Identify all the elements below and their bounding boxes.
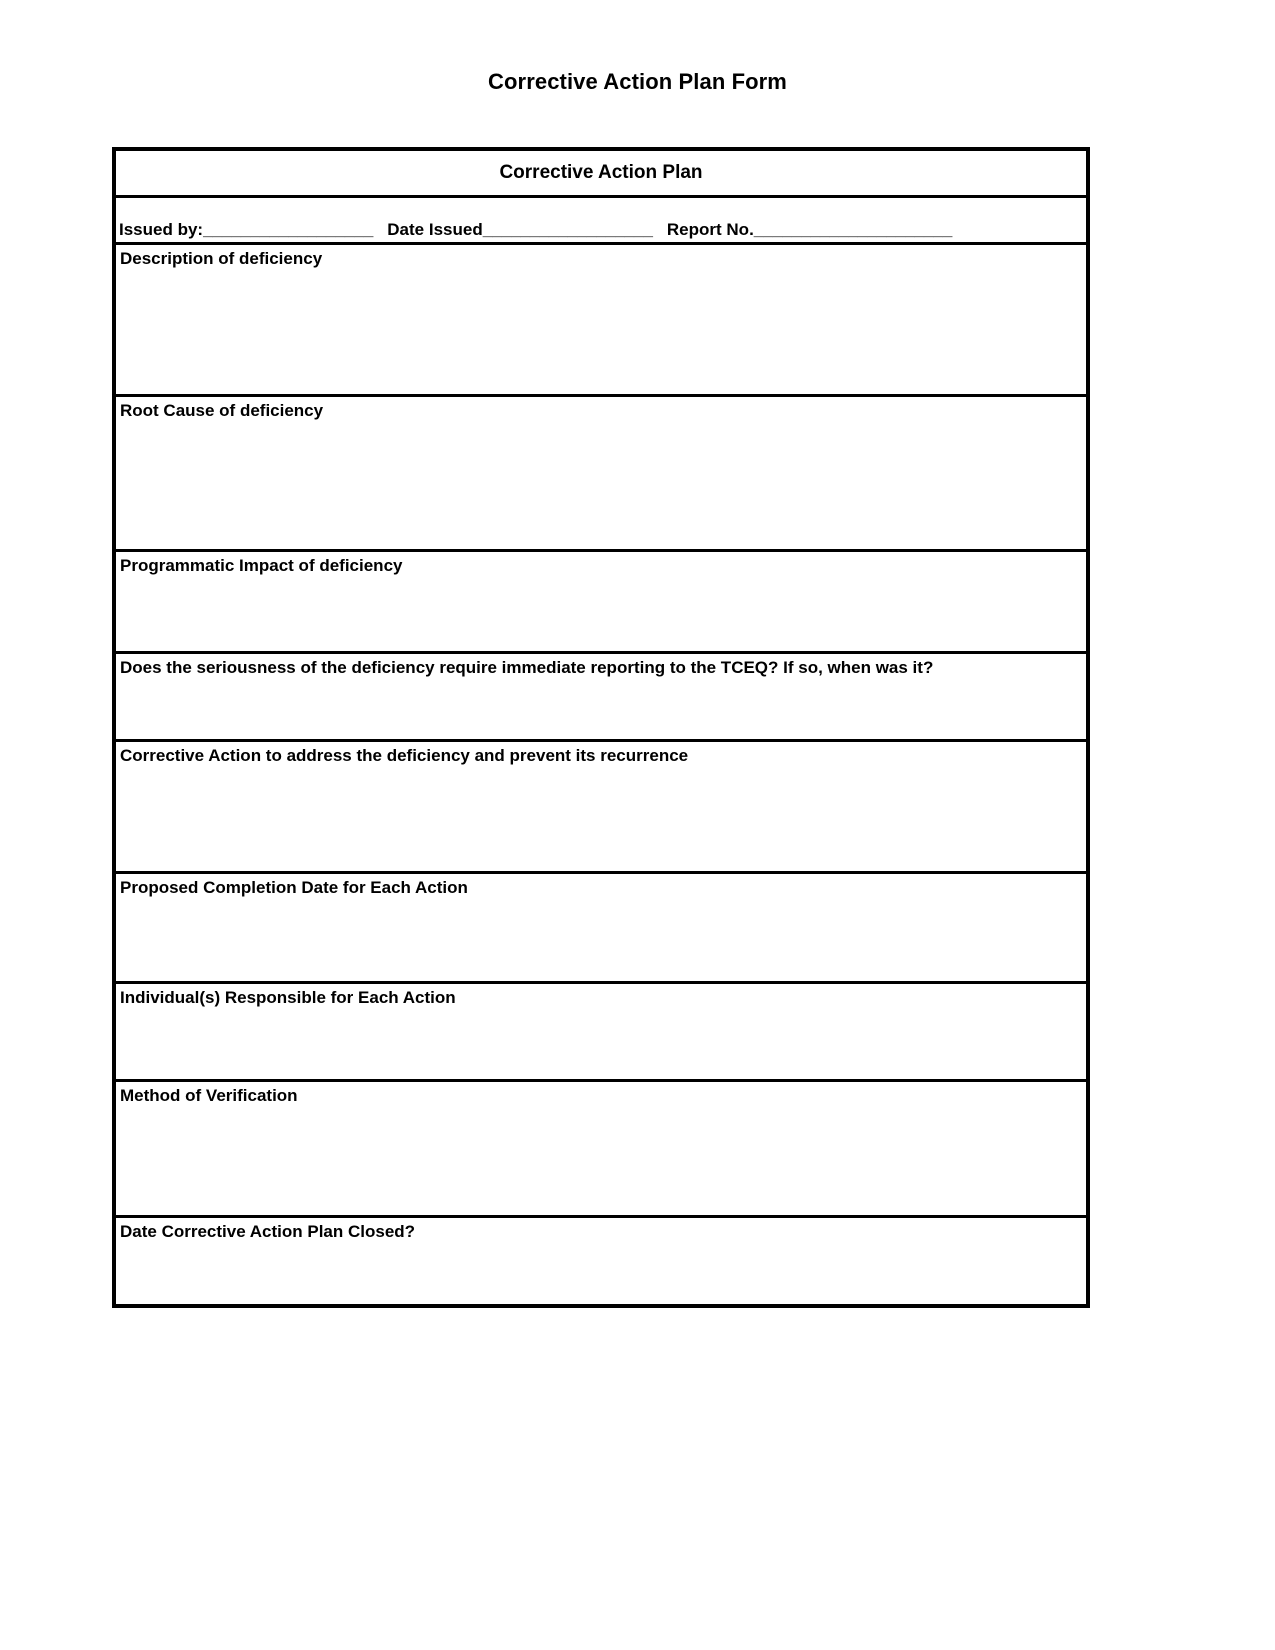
field-label: Method of Verification xyxy=(120,1086,298,1105)
field-row-individuals-responsible[interactable] xyxy=(116,984,1086,1082)
field-row-method-of-verification[interactable] xyxy=(116,1082,1086,1218)
field-label: Description of deficiency xyxy=(120,249,323,268)
field-label: Corrective Action to address the deficiency and prevent its recurrence xyxy=(120,746,689,765)
field-label: Does the seriousness of the deficiency require immediate reporting to the TCEQ? If so, when was it? xyxy=(120,658,934,677)
issued-by-line xyxy=(119,221,952,239)
report-no-label: Report No. xyxy=(666,220,754,240)
field-row-tceq-reporting-question[interactable] xyxy=(116,654,1086,742)
corrective-action-plan-table xyxy=(112,147,1090,1308)
field-row-description-of-deficiency[interactable] xyxy=(116,245,1086,397)
date-issued-input-blank[interactable]: __________________ xyxy=(482,220,653,240)
table-header-row xyxy=(116,151,1086,198)
field-row-date-plan-closed[interactable] xyxy=(116,1218,1086,1304)
issued-by-input-blank[interactable]: __________________ xyxy=(203,220,374,240)
field-label: Date Corrective Action Plan Closed? xyxy=(120,1222,416,1241)
page-title: Corrective Action Plan Form xyxy=(488,69,787,94)
field-row-proposed-completion-date[interactable] xyxy=(116,874,1086,984)
issued-by-row[interactable] xyxy=(116,198,1086,245)
field-row-programmatic-impact-of-deficiency[interactable] xyxy=(116,552,1086,654)
table-header-label: Corrective Action Plan xyxy=(499,162,703,183)
report-no-input-blank[interactable]: _____________________ xyxy=(753,220,953,240)
field-label: Individual(s) Responsible for Each Action xyxy=(120,988,456,1007)
issued-by-label: Issued by: xyxy=(119,220,204,240)
field-label: Root Cause of deficiency xyxy=(120,401,324,420)
field-label: Proposed Completion Date for Each Action xyxy=(120,878,468,897)
date-issued-label: Date Issued xyxy=(387,220,483,240)
field-row-corrective-action[interactable] xyxy=(116,742,1086,874)
field-label: Programmatic Impact of deficiency xyxy=(120,556,403,575)
field-row-root-cause-of-deficiency[interactable] xyxy=(116,397,1086,552)
